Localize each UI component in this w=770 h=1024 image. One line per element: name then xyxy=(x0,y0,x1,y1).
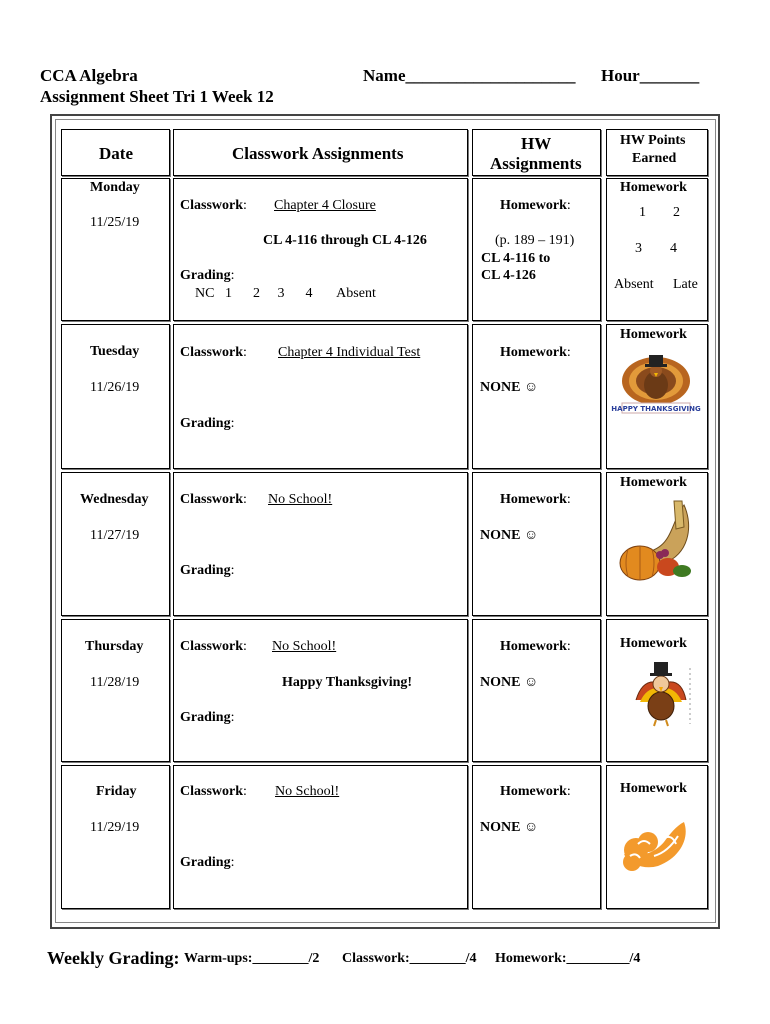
classwork-assignment: Chapter 4 Individual Test xyxy=(278,345,421,360)
points-option-1[interactable]: 1 xyxy=(639,205,646,220)
hw-none: NONE ☺ xyxy=(480,820,539,835)
points-homework-label: Homework xyxy=(620,781,687,796)
points-option-4[interactable]: 4 xyxy=(670,241,677,256)
date-label: 11/27/19 xyxy=(90,528,140,543)
homework-label: Homework: xyxy=(500,492,571,507)
classwork-label: Classwork: xyxy=(180,198,247,213)
column-header-hw-line2: Assignments xyxy=(490,154,582,173)
date-label: 11/28/19 xyxy=(90,675,140,690)
sheet-subtitle: Assignment Sheet Tri 1 Week 12 xyxy=(40,87,274,106)
row-monday-points-cell xyxy=(606,178,708,321)
day-label: Monday xyxy=(90,180,140,195)
warmups-score-field[interactable]: Warm-ups:________/2 xyxy=(184,951,320,966)
points-option-3[interactable]: 3 xyxy=(635,241,642,256)
date-label: 11/25/19 xyxy=(90,215,140,230)
grading-label: Grading: xyxy=(180,416,235,431)
hw-problems-line1: CL 4-116 to xyxy=(481,251,551,266)
column-header-date: Date xyxy=(99,144,133,163)
day-label: Thursday xyxy=(85,639,144,654)
homework-score-field[interactable]: Homework:_________/4 xyxy=(495,951,641,966)
homework-label: Homework: xyxy=(500,198,571,213)
classwork-label: Classwork: xyxy=(180,345,247,360)
homework-label: Homework: xyxy=(500,345,571,360)
day-label: Tuesday xyxy=(90,344,140,359)
hw-none: NONE ☺ xyxy=(480,675,539,690)
column-header-points-line2: Earned xyxy=(632,151,677,166)
grading-label: Grading: xyxy=(180,268,235,283)
happy-thanksgiving-caption: HAPPY THANKSGIVING xyxy=(611,405,701,413)
date-label: 11/29/19 xyxy=(90,820,140,835)
classwork-assignment: No School! xyxy=(272,639,337,654)
points-homework-label: Homework xyxy=(620,327,687,342)
cornucopia-icon xyxy=(614,497,698,583)
hw-none: NONE ☺ xyxy=(480,380,539,395)
pilgrim-turkey-icon xyxy=(628,660,694,728)
classwork-score-field[interactable]: Classwork:________/4 xyxy=(342,951,477,966)
grading-label: Grading: xyxy=(180,563,235,578)
grading-scale: NC 1 2 3 4 Absent xyxy=(195,286,376,301)
classwork-label: Classwork: xyxy=(180,492,247,507)
name-field[interactable]: Name____________________ xyxy=(363,66,576,85)
column-header-classwork: Classwork Assignments xyxy=(232,144,404,163)
grading-label: Grading: xyxy=(180,710,235,725)
points-option-absent[interactable]: Absent xyxy=(614,277,654,292)
day-label: Wednesday xyxy=(80,492,149,507)
hw-problems-line2: CL 4-126 xyxy=(481,268,536,283)
points-homework-label: Homework xyxy=(620,180,687,195)
thanksgiving-turkey-icon xyxy=(611,349,701,417)
classwork-assignment: No School! xyxy=(275,784,340,799)
homework-label: Homework: xyxy=(500,639,571,654)
column-header-hw-line1: HW xyxy=(521,134,552,153)
classwork-label: Classwork: xyxy=(180,784,247,799)
classwork-detail: Happy Thanksgiving! xyxy=(282,675,413,690)
hw-none: NONE ☺ xyxy=(480,528,539,543)
row-monday-date-cell xyxy=(61,178,170,321)
points-homework-label: Homework xyxy=(620,636,687,651)
hour-field[interactable]: Hour_______ xyxy=(601,66,700,85)
classwork-assignment: No School! xyxy=(268,492,333,507)
classwork-label: Classwork: xyxy=(180,639,247,654)
course-title: CCA Algebra xyxy=(40,66,138,85)
points-homework-label: Homework xyxy=(620,475,687,490)
orange-cornucopia-icon xyxy=(618,814,692,878)
day-label: Friday xyxy=(96,784,137,799)
points-option-2[interactable]: 2 xyxy=(673,205,680,220)
classwork-detail: CL 4-116 through CL 4-126 xyxy=(263,233,427,248)
column-header-points-line1: HW Points xyxy=(620,133,686,148)
date-label: 11/26/19 xyxy=(90,380,140,395)
grading-label: Grading: xyxy=(180,855,235,870)
hw-pages: (p. 189 – 191) xyxy=(495,233,575,248)
classwork-assignment: Chapter 4 Closure xyxy=(274,198,376,213)
weekly-grading-title: Weekly Grading: xyxy=(47,948,180,968)
homework-label: Homework: xyxy=(500,784,571,799)
points-option-late[interactable]: Late xyxy=(673,277,698,292)
